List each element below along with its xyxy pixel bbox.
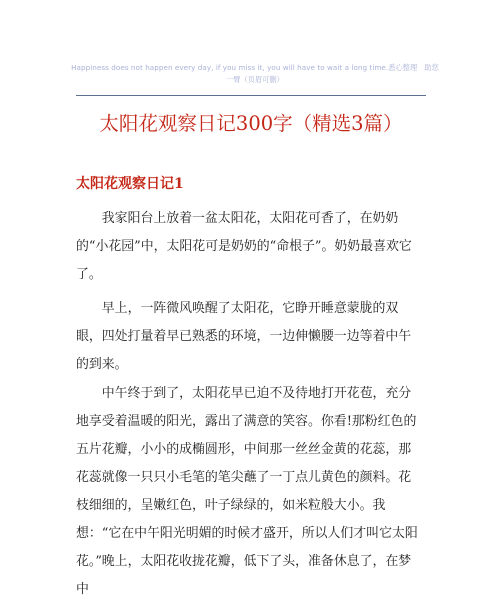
paragraph-4: 晚上，太阳花收拢花瓣，低下了头，准备休息了，在梦中 xyxy=(76,554,412,597)
paragraph-1: 我家阳台上放着一盆太阳花，太阳花可香了，在奶奶的“小花园”中，太阳花可是奶奶的“命根子”。奶奶最喜欢它了。 xyxy=(76,211,412,282)
document-title: 太阳花观察日记300字（精选3篇） xyxy=(99,112,403,135)
paragraph-3: 中午终于到了，太阳花早已迫不及待地打开花苞，充分地享受着温暖的阳光，露出了满意的笑容。你看!那粉红色的五片花瓣，小小的成椭圆形，中间那一丝丝金黄的花蕊，那花蕊就像一只只小毛笔的笔尖蘸了一丁点儿黄色的颜料。花枝细细的，呈嫩红色，叶子绿绿的，如米粒般大小。我想：“它在中午阳光明媚的时候才盛开，所以人们才叫它太阳花。” xyxy=(76,386,418,569)
paragraph-2: 早上，一阵微风唤醒了太阳花，它睁开睡意蒙胧的双眼，四处打量着早已熟悉的环境，一边伸懒腰一边等着中午的到来。 xyxy=(76,301,412,372)
section-heading: 太阳花观察日记1 xyxy=(76,176,184,192)
header-divider xyxy=(76,95,426,96)
page-header-note: Happiness does not happen every day, if you miss it, you will have to wait a long time.悉心整理 助您一臂（页眉可删） xyxy=(71,63,439,84)
